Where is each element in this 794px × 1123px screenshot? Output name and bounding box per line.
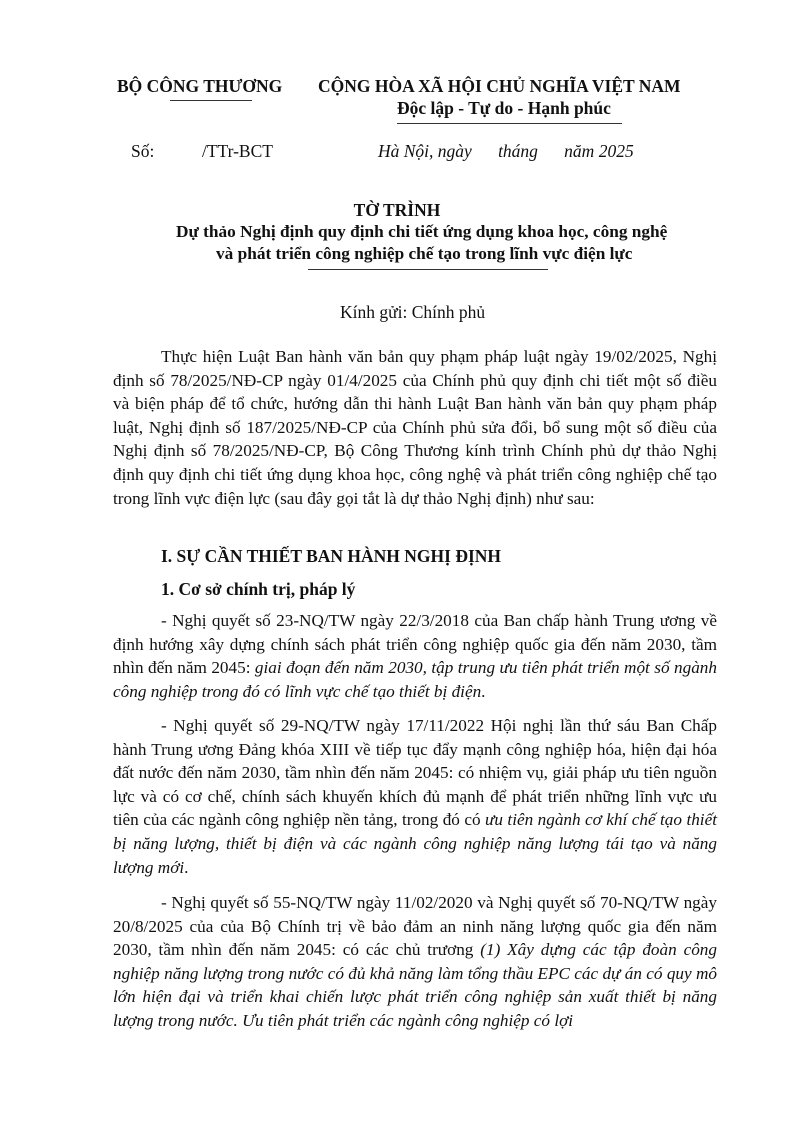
list-item: [113, 609, 717, 703]
nation-name: CỘNG HÒA XÃ HỘI CHỦ NGHĨA VIỆT NAM: [318, 76, 681, 96]
item-emphasis: giai đoạn đến năm 2030, tập trung ưu tiên phát triển một số ngành công nghiệp trong đó có lĩnh vực chế tạo thiết bị điện: [113, 658, 717, 701]
document-number-label: Số:: [131, 141, 155, 161]
document-title: TỜ TRÌNH: [353, 200, 441, 220]
item-text: - Nghị quyết số 55-NQ/TW ngày 11/02/2020 và Nghị quyết số 70-NQ/TW ngày 20/8/2025 của của Bộ Chính trị về bảo đảm an ninh năng lượng quốc gia đến năm 2030, tầm nhìn đến năm 2045: có các chủ trương: [113, 893, 717, 960]
national-motto: Độc lập - Tự do - Hạnh phúc: [397, 98, 611, 118]
list-item: [113, 714, 717, 879]
list-item: [113, 891, 717, 1033]
item-tail: .: [481, 681, 486, 701]
recipient-line: Kính gửi: Chính phủ: [340, 302, 486, 322]
item-text: - Nghị quyết số 29-NQ/TW ngày 17/11/2022 Hội nghị lần thứ sáu Ban Chấp hành Trung ương Đảng khóa XIII về tiếp tục đẩy mạnh công nghiệp hóa, hiện đại hóa đất nước đến năm 2030, tầm nhìn đến năm 2045: có nhiệm vụ, giải pháp ưu tiên nguồn lực và có cơ chế, chính sách khuyến khích đủ mạnh để phát triển những lĩnh vực ưu tiên của các ngành công nghiệp nền tảng, trong đó có: [113, 716, 717, 830]
agency-name: BỘ CÔNG THƯƠNG: [117, 76, 283, 96]
section-heading: I. SỰ CẦN THIẾT BAN HÀNH NGHỊ ĐỊNH: [161, 546, 502, 566]
item-tail: .: [184, 857, 189, 877]
document-number-suffix: /TTr-BCT: [202, 141, 273, 161]
title-subject-line-2: và phát triển công nghiệp chế tạo trong lĩnh vực điện lực: [216, 244, 633, 263]
item-text: - Nghị quyết số 23-NQ/TW ngày 22/3/2018 của Ban chấp hành Trung ương về định hướng xây dựng chính sách phát triển công nghiệp quốc gia đến năm 2030, tầm nhìn đến năm 2045:: [113, 611, 717, 678]
intro-paragraph: Thực hiện Luật Ban hành văn bản quy phạm pháp luật ngày 19/02/2025, Nghị định số 78/2025/NĐ-CP ngày 01/4/2025 của Chính phủ quy định chi tiết một số điều và biện pháp để tổ chức, hướng dẫn thi hành Luật Ban hành văn bản quy phạm pháp luật, Nghị định số 187/2025/NĐ-CP của Chính phủ sửa đổi, bổ sung một số điều của Nghị định số 78/2025/NĐ-CP, Bộ Công Thương kính trình Chính phủ dự thảo Nghị định quy định chi tiết ứng dụng khoa học, công nghệ và phát triển công nghiệp chế tạo trong lĩnh vực điện lực (sau đây gọi tắt là dự thảo Nghị định) như sau:: [113, 347, 717, 508]
place-and-date: Hà Nội, ngày tháng năm 2025: [378, 141, 634, 161]
agency-underline: [170, 100, 252, 101]
motto-underline: [397, 123, 622, 124]
item-emphasis: (1) Xây dựng các tập đoàn công nghiệp năng lượng trong nước có đủ khả năng làm tổng thầu EPC các dự án có quy mô lớn hiện đại và triển khai chiến lược phát triển công nghiệp sản xuất thiết bị năng lượng trong nước. Ưu tiên phát triển các ngành công nghiệp có lợi: [113, 940, 717, 1030]
item-emphasis: ưu tiên ngành cơ khí chế tạo thiết bị năng lượng, thiết bị điện và các ngành công nghiệp năng lượng tái tạo và năng lượng mới: [113, 810, 717, 877]
title-underline: [308, 269, 548, 270]
subsection-heading: 1. Cơ sở chính trị, pháp lý: [161, 579, 356, 599]
title-subject-line-1: Dự thảo Nghị định quy định chi tiết ứng dụng khoa học, công nghệ: [176, 222, 668, 241]
